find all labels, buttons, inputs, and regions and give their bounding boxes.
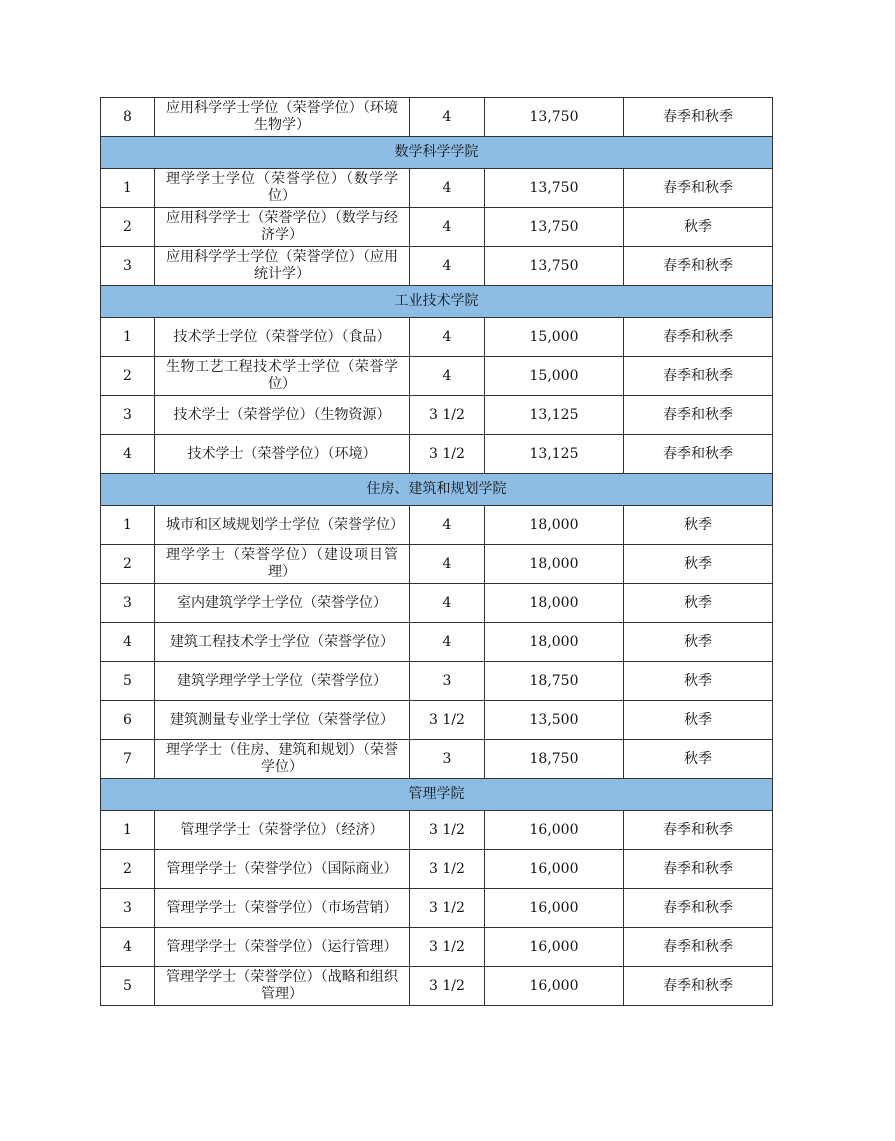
intake-season: 春季和秋季: [624, 967, 773, 1006]
program-name: 管理学学士（荣誉学位）（国际商业）: [155, 850, 410, 889]
tuition-fee: 16,000: [485, 811, 624, 850]
duration-years: 4: [410, 584, 485, 623]
row-number: 6: [101, 701, 155, 740]
tuition-fee: 13,125: [485, 396, 624, 435]
tuition-fee: 13,750: [485, 98, 624, 137]
row-number: 3: [101, 889, 155, 928]
table-row: [101, 811, 773, 850]
tuition-fee: 18,000: [485, 623, 624, 662]
program-name: 应用科学学士学位（荣誉学位）（应用统计学）: [155, 247, 410, 286]
table-row: [101, 247, 773, 286]
duration-years: 4: [410, 247, 485, 286]
table-row: [101, 584, 773, 623]
table-row: [101, 98, 773, 137]
row-number: 3: [101, 247, 155, 286]
tuition-fee: 13,125: [485, 435, 624, 474]
table-row: [101, 357, 773, 396]
row-number: 1: [101, 169, 155, 208]
program-name: 理学学士（住房、建筑和规划）（荣誉学位）: [155, 740, 410, 779]
row-number: 7: [101, 740, 155, 779]
table-row: [101, 506, 773, 545]
row-number: 1: [101, 318, 155, 357]
table-row: [101, 928, 773, 967]
duration-years: 3 1/2: [410, 435, 485, 474]
program-name: 应用科学学士（荣誉学位）（数学与经济学）: [155, 208, 410, 247]
faculty-name: 数学科学学院: [101, 137, 773, 169]
row-number: 1: [101, 506, 155, 545]
table-row: [101, 701, 773, 740]
duration-years: 4: [410, 169, 485, 208]
intake-season: 秋季: [624, 506, 773, 545]
duration-years: 4: [410, 98, 485, 137]
duration-years: 4: [410, 318, 485, 357]
intake-season: 春季和秋季: [624, 396, 773, 435]
program-name: 技术学士（荣誉学位）（生物资源）: [155, 396, 410, 435]
program-name: 管理学学士（荣誉学位）（运行管理）: [155, 928, 410, 967]
tuition-fee: 15,000: [485, 357, 624, 396]
row-number: 4: [101, 435, 155, 474]
row-number: 5: [101, 967, 155, 1006]
duration-years: 3 1/2: [410, 889, 485, 928]
table-row: [101, 967, 773, 1006]
table-row: [101, 850, 773, 889]
intake-season: 秋季: [624, 545, 773, 584]
row-number: 2: [101, 545, 155, 584]
row-number: 5: [101, 662, 155, 701]
program-name: 建筑测量专业学士学位（荣誉学位）: [155, 701, 410, 740]
row-number: 4: [101, 928, 155, 967]
intake-season: 春季和秋季: [624, 928, 773, 967]
duration-years: 4: [410, 357, 485, 396]
intake-season: 春季和秋季: [624, 435, 773, 474]
program-name: 管理学学士（荣誉学位）（战略和组织管理）: [155, 967, 410, 1006]
program-name: 理学学士学位（荣誉学位）（数学学位）: [155, 169, 410, 208]
duration-years: 3 1/2: [410, 967, 485, 1006]
program-name: 应用科学学士学位（荣誉学位）（环境生物学）: [155, 98, 410, 137]
tuition-fee: 16,000: [485, 850, 624, 889]
table-body: [101, 98, 773, 1006]
tuition-fee: 18,750: [485, 662, 624, 701]
program-name: 生物工艺工程技术学士学位（荣誉学位）: [155, 357, 410, 396]
row-number: 3: [101, 584, 155, 623]
table-row: [101, 662, 773, 701]
program-name: 建筑学理学学士学位（荣誉学位）: [155, 662, 410, 701]
tuition-fee: 13,750: [485, 169, 624, 208]
program-name: 理学学士（荣誉学位）（建设项目管理）: [155, 545, 410, 584]
intake-season: 春季和秋季: [624, 889, 773, 928]
tuition-fee: 13,750: [485, 247, 624, 286]
tuition-fee: 15,000: [485, 318, 624, 357]
program-name: 技术学士学位（荣誉学位）（食品）: [155, 318, 410, 357]
duration-years: 4: [410, 506, 485, 545]
tuition-fee: 13,750: [485, 208, 624, 247]
tuition-fee: 16,000: [485, 889, 624, 928]
intake-season: 春季和秋季: [624, 318, 773, 357]
row-number: 8: [101, 98, 155, 137]
intake-season: 秋季: [624, 584, 773, 623]
duration-years: 3 1/2: [410, 850, 485, 889]
row-number: 2: [101, 208, 155, 247]
table-row: [101, 169, 773, 208]
duration-years: 4: [410, 208, 485, 247]
tuition-fee: 13,500: [485, 701, 624, 740]
duration-years: 3 1/2: [410, 928, 485, 967]
program-name: 城市和区域规划学士学位（荣誉学位）: [155, 506, 410, 545]
program-name: 建筑工程技术学士学位（荣誉学位）: [155, 623, 410, 662]
intake-season: 春季和秋季: [624, 850, 773, 889]
table-row: [101, 740, 773, 779]
table-row: [101, 545, 773, 584]
row-number: 4: [101, 623, 155, 662]
faculty-name: 管理学院: [101, 779, 773, 811]
tuition-fee: 18,000: [485, 584, 624, 623]
tuition-fee: 18,000: [485, 506, 624, 545]
tuition-fee: 18,000: [485, 545, 624, 584]
table-row: [101, 396, 773, 435]
tuition-fee: 16,000: [485, 928, 624, 967]
intake-season: 春季和秋季: [624, 357, 773, 396]
duration-years: 3: [410, 740, 485, 779]
row-number: 2: [101, 850, 155, 889]
row-number: 3: [101, 396, 155, 435]
duration-years: 3 1/2: [410, 396, 485, 435]
program-name: 管理学学士（荣誉学位）（市场营销）: [155, 889, 410, 928]
program-name: 室内建筑学学士学位（荣誉学位）: [155, 584, 410, 623]
tuition-fee: 16,000: [485, 967, 624, 1006]
table-row: [101, 889, 773, 928]
tuition-fee: 18,750: [485, 740, 624, 779]
degree-program-table: [100, 97, 773, 1006]
table-row: [101, 208, 773, 247]
duration-years: 3 1/2: [410, 811, 485, 850]
faculty-header-row: [101, 779, 773, 811]
faculty-header-row: [101, 137, 773, 169]
table-row: [101, 623, 773, 662]
faculty-name: 住房、建筑和规划学院: [101, 474, 773, 506]
intake-season: 春季和秋季: [624, 169, 773, 208]
intake-season: 秋季: [624, 740, 773, 779]
intake-season: 春季和秋季: [624, 247, 773, 286]
intake-season: 秋季: [624, 701, 773, 740]
faculty-header-row: [101, 286, 773, 318]
program-name: 管理学学士（荣誉学位）（经济）: [155, 811, 410, 850]
faculty-name: 工业技术学院: [101, 286, 773, 318]
intake-season: 春季和秋季: [624, 811, 773, 850]
intake-season: 春季和秋季: [624, 98, 773, 137]
row-number: 1: [101, 811, 155, 850]
intake-season: 秋季: [624, 662, 773, 701]
duration-years: 3 1/2: [410, 701, 485, 740]
duration-years: 4: [410, 623, 485, 662]
table-row: [101, 435, 773, 474]
table-row: [101, 318, 773, 357]
duration-years: 4: [410, 545, 485, 584]
faculty-header-row: [101, 474, 773, 506]
row-number: 2: [101, 357, 155, 396]
intake-season: 秋季: [624, 208, 773, 247]
intake-season: 秋季: [624, 623, 773, 662]
program-name: 技术学士（荣誉学位）（环境）: [155, 435, 410, 474]
duration-years: 3: [410, 662, 485, 701]
